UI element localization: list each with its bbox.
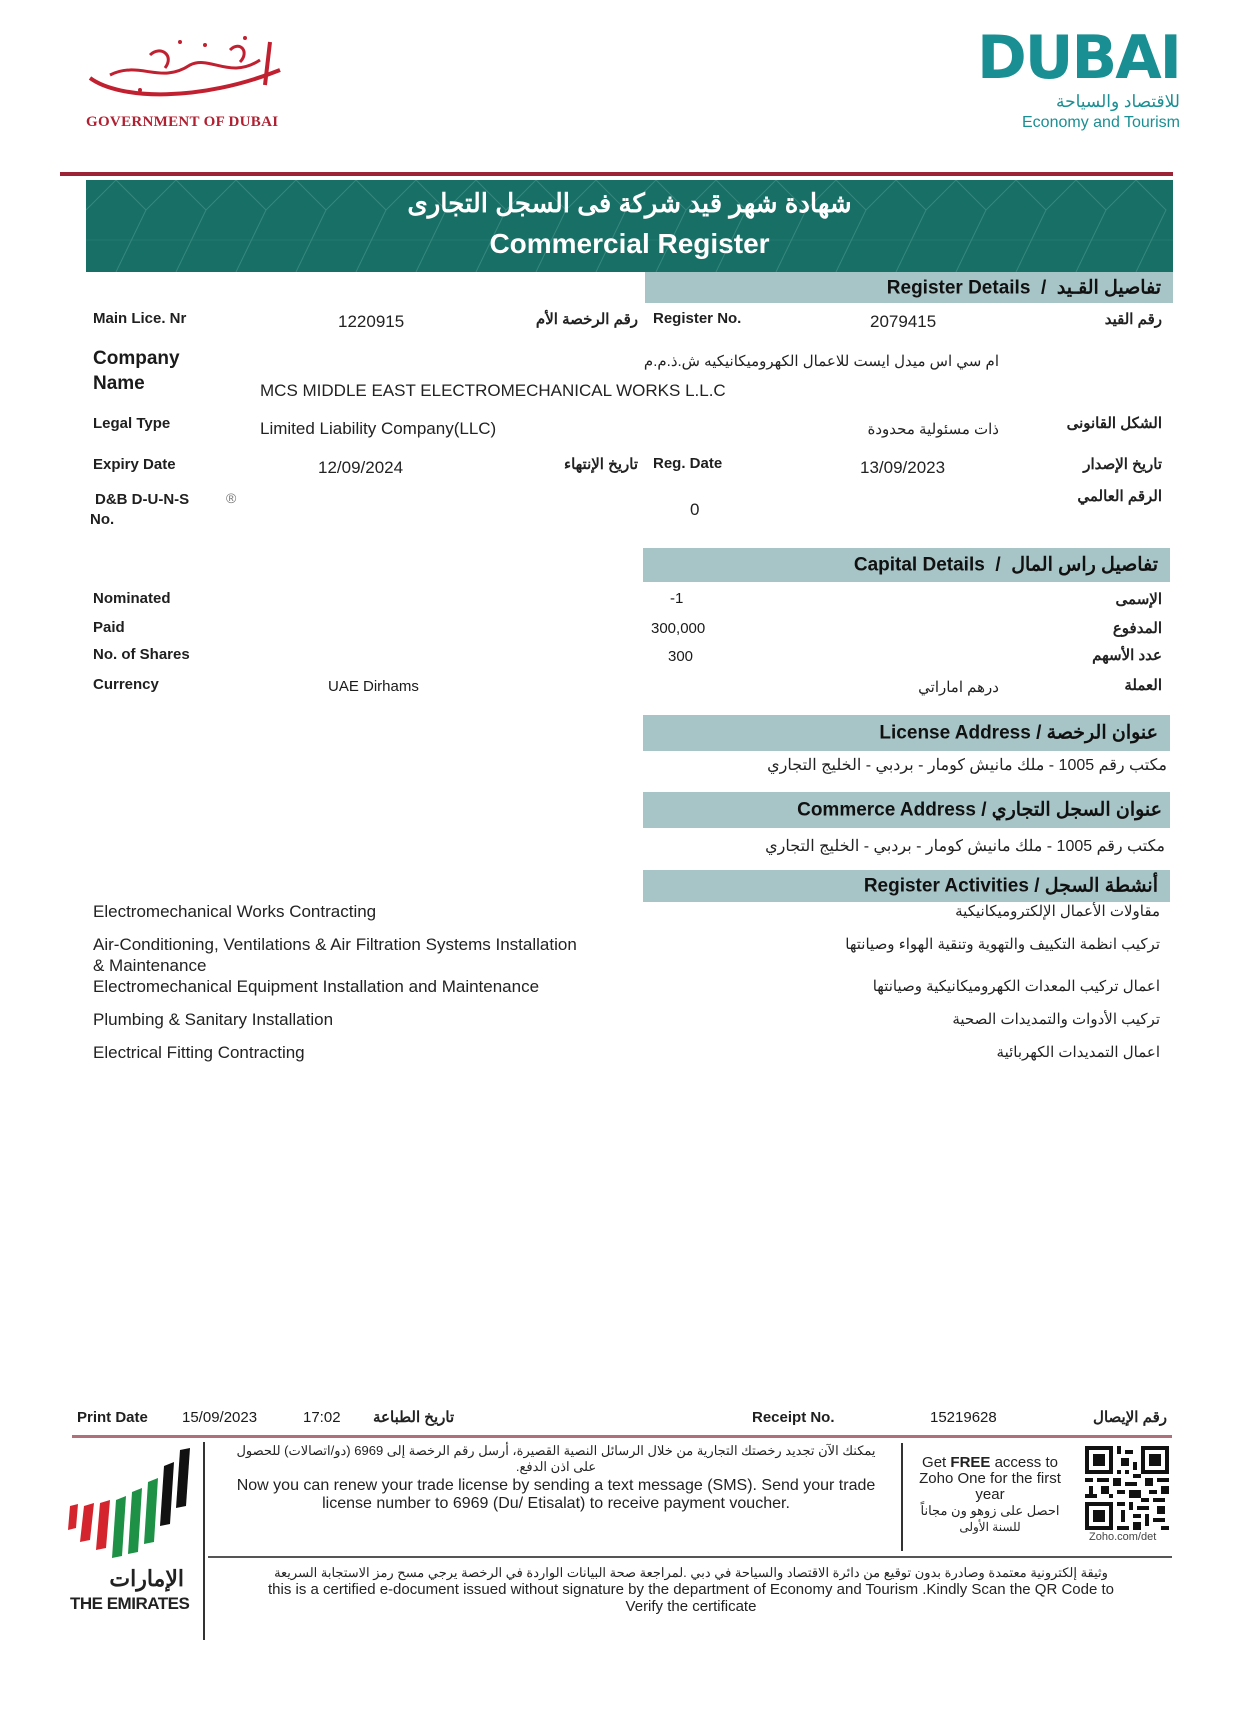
legal-type-value: Limited Liability Company(LLC): [260, 419, 497, 438]
shares-ar: عدد الأسهم: [1092, 647, 1162, 664]
the-emirates-logo: [68, 1448, 194, 1618]
legal-type-value-ar: ذات مسئولية محدودة: [867, 421, 999, 438]
currency-label: Currency: [93, 676, 159, 693]
register-details-header: [645, 272, 1173, 303]
sms-ar-line2: على اذن الدفع.: [515, 1459, 597, 1474]
register-details-ar: تفاصيل القـيد: [1056, 277, 1161, 298]
company-name-ar: ام سي اس ميدل ايست للاعمال الكهروميكانيكيه ش.ذ.م.م: [643, 353, 999, 370]
capital-details-en: Capital Details: [853, 554, 985, 576]
legal-type-label: Legal Type: [93, 415, 171, 432]
activity-en: Plumbing & Sanitary Installation: [93, 1010, 334, 1029]
zoho-url[interactable]: Zoho.com/det: [1089, 1531, 1157, 1543]
commerce-address-ar: عنوان السجل التجاري: [991, 799, 1162, 821]
activity-en-cont: & Maintenance: [93, 956, 207, 975]
register-no-value: 2079415: [870, 312, 937, 331]
gov-english-text: GOVERNMENT OF DUBAI: [86, 114, 279, 130]
zoho-access: access to: [990, 1454, 1058, 1471]
capital-details-header: [643, 548, 1170, 582]
commerce-address-value: مكتب رقم 1005 - ملك مانيش كومار - بردبي - الخليج التجاري: [765, 838, 1165, 855]
activity-ar: تركيب انظمة التكييف والتهوية وتنقية الهواء وصيانتها: [845, 936, 1160, 953]
title-arabic: شهادة شهر قيد شركة فى السجل التجارى: [407, 188, 852, 218]
zoho-line2: Zoho One for the first: [919, 1470, 1061, 1487]
receipt-value: 15219628: [930, 1409, 997, 1426]
activity-en: Electromechanical Works Contracting: [93, 902, 377, 921]
government-of-dubai-logo: [80, 30, 300, 135]
receipt-ar: رقم الإيصال: [1093, 1409, 1167, 1426]
red-rule: [60, 172, 1173, 176]
license-address-en: License Address: [879, 722, 1031, 744]
reg-date-label: Reg. Date: [653, 455, 723, 472]
shares-label: No. of Shares: [93, 646, 190, 663]
duns-value: 0: [690, 500, 700, 519]
zoho-free: FREE: [950, 1454, 991, 1471]
zoho-offer: [905, 1455, 1075, 1535]
currency-value: UAE Dirhams: [328, 678, 419, 695]
paid-ar: المدفوع: [1112, 620, 1162, 637]
company-name-label: [93, 346, 180, 396]
register-details-en: Register Details: [886, 277, 1031, 298]
register-activities-en: Register Activities: [863, 875, 1029, 897]
zoho-line1: [905, 1455, 1075, 1471]
sms-ar-line1: يمكنك الآن تجديد رخصتك التجارية من خلال الرسائل النصية القصيرة، أرسل رقم الرخصة إلى 6969 (دو/اتصالات) للحصول: [236, 1443, 876, 1458]
register-no-label: Register No.: [653, 310, 742, 327]
qr-code-icon: [1085, 1446, 1169, 1530]
print-date-ar: تاريخ الطباعة: [373, 1409, 455, 1426]
header-separator: /: [995, 554, 1001, 576]
duns-ar: الرقم العالمي: [1077, 488, 1162, 505]
activity-en: Electromechanical Equipment Installation and Maintenance: [93, 977, 540, 996]
header-separator: /: [981, 799, 987, 821]
print-date-label: Print Date: [77, 1409, 148, 1426]
paid-label: Paid: [93, 619, 125, 636]
cert-en-line2: Verify the certificate: [625, 1598, 757, 1615]
cert-en-line1: this is a certified e-document issued without signature by the department of Economy and Tourism .Kindly Scan the QR Code to: [268, 1581, 1114, 1598]
duns-label-line1: D&B D-U-N-S: [95, 491, 190, 508]
legal-type-ar: الشكل القانونى: [1066, 415, 1162, 432]
company-label-line1: Company: [93, 348, 180, 369]
expiry-ar: تاريخ الإنتهاء: [564, 456, 638, 473]
title-band: [86, 180, 1173, 272]
shares-value: 300: [668, 648, 694, 665]
activity-ar: تركيب الأدوات والتمديدات الصحية: [952, 1011, 1160, 1028]
title-english: Commercial Register: [489, 228, 770, 259]
expiry-value: 12/09/2024: [318, 458, 404, 477]
footer-red-rule: [72, 1435, 1172, 1438]
header-separator: /: [1034, 875, 1040, 897]
dubai-economy-tourism-logo: [976, 23, 1180, 138]
license-address-ar: عنوان الرخصة: [1046, 722, 1158, 744]
activity-ar: اعمال تركيب المعدات الكهروميكانيكية وصيانتها: [872, 978, 1160, 995]
register-activities-ar: أنشطة السجل: [1044, 875, 1158, 897]
receipt-label: Receipt No.: [752, 1409, 835, 1426]
main-lice-ar: رقم الرخصة الأم: [535, 311, 638, 328]
activity-en: Air-Conditioning, Ventilations & Air Filtration Systems Installation: [93, 935, 577, 954]
zoho-line3: year: [975, 1486, 1005, 1503]
cert-ar: وثيقة إلكترونية معتمدة وصادرة بدون توقيع من دائرة الاقتصاد والسياحة في دبي .لمراجعة صحة البيانات الواردة في الرخصة يرجي مسح رمز الاستجابة السريعة: [274, 1565, 1108, 1580]
footer-left-divider: [203, 1442, 205, 1640]
main-lice-label: Main Lice. Nr: [93, 310, 187, 327]
reg-date-value: 13/09/2023: [860, 458, 946, 477]
commerce-address-header: [643, 792, 1170, 828]
register-activities-header: [643, 870, 1170, 902]
emirates-stripes-icon: [68, 1448, 194, 1558]
expiry-label: Expiry Date: [93, 456, 176, 473]
zoho-get: Get: [922, 1454, 951, 1471]
emirates-english: THE EMIRATES: [70, 1594, 190, 1613]
zoho-ar-line1: احصل على زوهو ون مجاناً: [920, 1503, 1060, 1518]
det-wordmark: DUBAI: [976, 23, 1180, 93]
print-time-value: 17:02: [303, 1409, 341, 1426]
gov-calligraphy-icon: [80, 30, 300, 110]
sms-renewal-notice: [212, 1443, 900, 1513]
activity-en: Electrical Fitting Contracting: [93, 1043, 305, 1062]
header-separator: /: [1036, 722, 1042, 744]
zoho-ar-line2: للسنة الأولى: [959, 1520, 1021, 1534]
qr-code[interactable]: [1085, 1446, 1169, 1530]
det-arabic: للاقتصاد والسياحة: [1055, 92, 1180, 111]
register-no-ar: رقم القيد: [1104, 311, 1162, 328]
duns-label-line2: No.: [90, 511, 115, 528]
paid-value: 300,000: [651, 620, 706, 637]
capital-details-ar: تفاصيل راس المال: [1011, 554, 1158, 576]
certification-notice: [210, 1565, 1172, 1615]
currency-value-ar: درهم اماراتي: [918, 679, 999, 696]
currency-ar: العملة: [1124, 677, 1162, 694]
reg-date-ar: تاريخ الإصدار: [1083, 456, 1162, 473]
print-date-value: 15/09/2023: [182, 1409, 258, 1426]
sms-en-line1: Now you can renew your trade license by sending a text message (SMS). Send your trade: [236, 1477, 876, 1494]
nominated-ar: الإسمى: [1115, 591, 1162, 608]
activity-ar: اعمال التمديدات الكهربائية: [996, 1044, 1160, 1061]
nominated-value: -1: [670, 590, 684, 607]
main-lice-value: 1220915: [338, 312, 405, 331]
det-english: Economy and Tourism: [1022, 114, 1180, 131]
sms-en-line2: license number to 6969 (Du/ Etisalat) to receive payment voucher.: [322, 1495, 790, 1512]
license-address-header: [643, 715, 1170, 751]
emirates-arabic: الإمارات: [109, 1566, 184, 1591]
company-label-line2: Name: [93, 373, 145, 394]
activity-ar: مقاولات الأعمال الإلكتروميكانيكية: [955, 903, 1160, 920]
commerce-address-en: Commerce Address: [797, 799, 976, 821]
footer-bottom-rule: [208, 1556, 1172, 1558]
header-separator: /: [1040, 277, 1047, 298]
company-name-en: MCS MIDDLE EAST ELECTROMECHANICAL WORKS L.L.C: [260, 381, 726, 400]
registered-mark-icon: ®: [226, 490, 237, 506]
footer-mid-divider: [901, 1443, 903, 1551]
nominated-label: Nominated: [93, 590, 171, 607]
duns-label: [90, 490, 190, 530]
license-address-value: مكتب رقم 1005 - ملك مانيش كومار - بردبي - الخليج التجاري: [767, 757, 1167, 774]
